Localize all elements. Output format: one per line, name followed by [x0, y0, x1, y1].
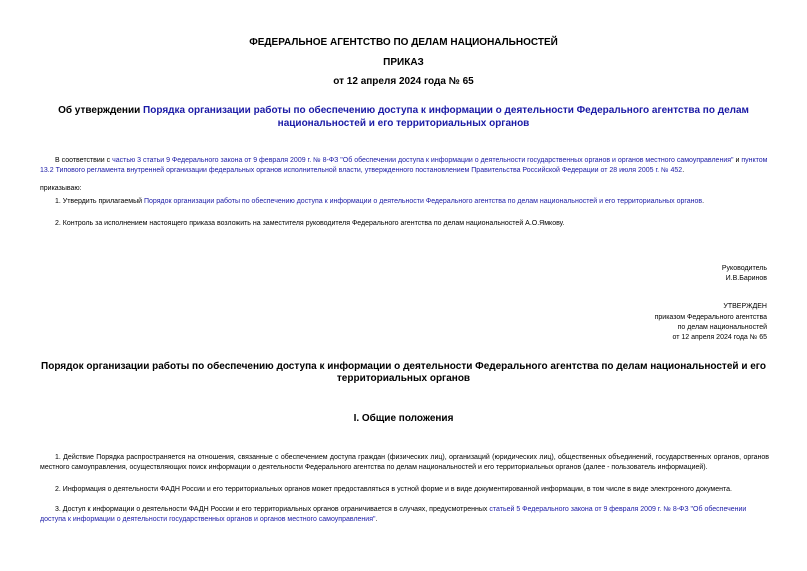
- agency-name: ФЕДЕРАЛЬНОЕ АГЕНТСТВО ПО ДЕЛАМ НАЦИОНАЛЬНОСТЕЙ: [249, 37, 558, 48]
- procedure-link[interactable]: Порядок организации работы по обеспечению доступа к информации о деятельности Федерального агентства по делам национальностей и его территориальных органов: [143, 198, 703, 205]
- item-1: [55, 197, 769, 207]
- paragraph-3-text: 3. Доступ к информации о деятельности ФАДН России и его территориальных органов ограничивается в случаях, предусмотренных: [55, 506, 490, 513]
- approval-line-3: по делам национальностей: [677, 324, 767, 331]
- preamble-text-1: В соответствии с: [55, 157, 113, 164]
- regulation-link[interactable]: пунктом 13.2 Типового регламента внутренней организации федеральных органов исполнительной власти, утвержденного постановлением Правительства Российской Федерации от 28 июля 2005 г. № 452: [40, 157, 768, 174]
- article-5-link[interactable]: статьей 5 Федерального закона от 9 февраля 2009 г. № 8-ФЗ "Об обеспечении доступа к информации о деятельности государственных органов и органов местного самоуправления": [40, 506, 747, 523]
- approval-line-2: приказом Федерального агентства: [654, 314, 767, 321]
- order-title-prefix: Об утверждении: [58, 105, 144, 116]
- preamble-text-2: и: [733, 157, 742, 164]
- order-title-link[interactable]: Порядка организации работы по обеспечению доступа к информации о деятельности Федерального агентства по делам национальностей и его территориальных органов: [143, 105, 749, 129]
- document-date-number: от 12 апреля 2024 года № 65: [333, 76, 474, 87]
- order-title: [40, 104, 767, 130]
- paragraph-3: [40, 505, 769, 525]
- annex-title: Порядок организации работы по обеспечению доступа к информации о деятельности Федерального агентства по делам национальностей и его территориальных органов: [41, 361, 766, 384]
- orders-word: приказываю:: [40, 185, 82, 192]
- item-1-end: .: [702, 198, 705, 205]
- signature-position: Руководитель: [721, 265, 767, 272]
- paragraph-1: 1. Действие Порядка распространяется на отношения, связанные с обеспечением доступа граждан (физических лиц), организаций (юридических лиц), общественных объединений, государственных органов, органов местного самоуправления, осуществляющих поиск информации о деятельности Федерального агентства по делам национальностей и его территориальных органов (далее - пользователь информацией).: [40, 454, 769, 471]
- item-1-text: 1. Утвердить прилагаемый: [55, 198, 144, 205]
- approval-line-4: от 12 апреля 2024 года № 65: [672, 334, 767, 341]
- paragraph-2: 2. Информация о деятельности ФАДН России и его территориальных органов может предоставляться в устной форме и в виде документированной информации, в том числе в виде электронного документа.: [55, 486, 732, 493]
- approval-stamp-title: УТВЕРЖДЕН: [723, 303, 767, 310]
- signature-name: И.В.Баринов: [725, 275, 767, 282]
- document-type: ПРИКАЗ: [383, 57, 424, 68]
- paragraph-3-end: .: [375, 516, 378, 523]
- preamble-paragraph: [40, 156, 769, 176]
- section-1-title: I. Общие положения: [353, 413, 454, 424]
- item-2: 2. Контроль за исполнением настоящего приказа возложить на заместителя руководителя Федерального агентства по делам национальностей А.О.Ямкову.: [55, 220, 565, 227]
- federal-law-link[interactable]: частью 3 статьи 9 Федерального закона от 9 февраля 2009 г. № 8-ФЗ "Об обеспечении доступа к информации о деятельности государственных органов и органов местного самоуправления": [112, 157, 734, 164]
- preamble-text-3: .: [682, 167, 685, 174]
